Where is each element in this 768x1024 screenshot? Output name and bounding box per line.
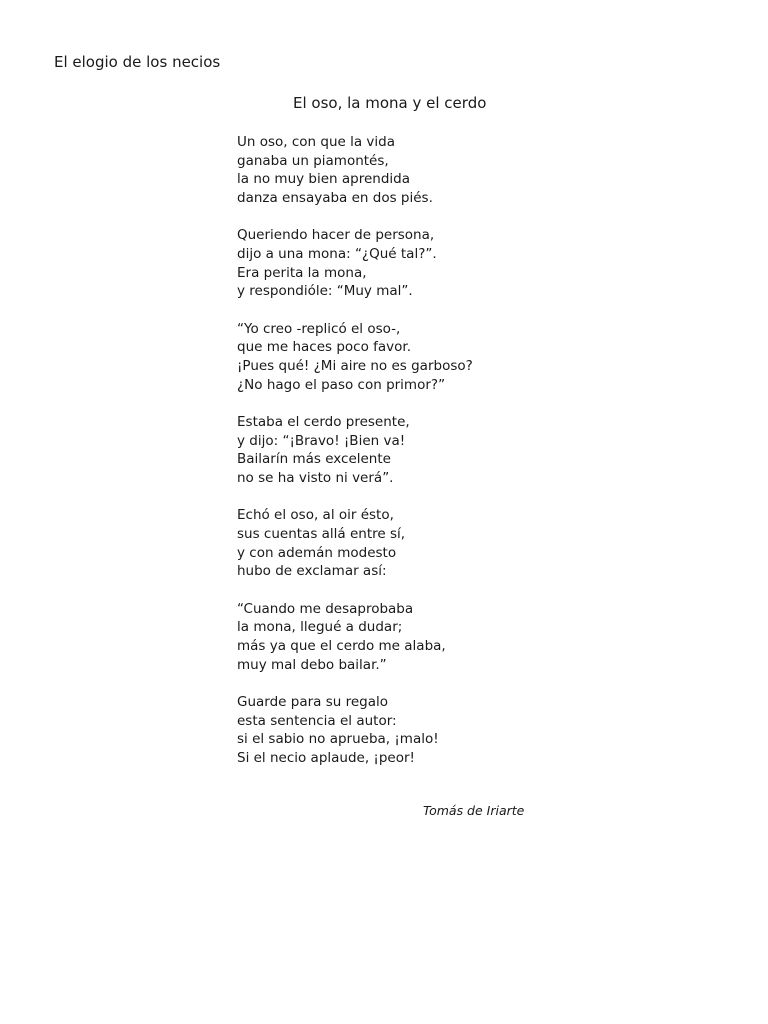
poem-line: Estaba el cerdo presente, [237,413,410,430]
poem-line: ¿No hago el paso con primor?” [237,376,446,393]
document-header: El elogio de los necios [54,53,221,71]
poem-line: la mona, llegué a dudar; [237,619,403,636]
poem-line: ganaba un piamontés, [237,152,389,169]
poem-line: esta sentencia el autor: [237,712,397,729]
poem-line: dijo a una mona: “¿Qué tal?”. [237,246,437,263]
poem-line: “Yo creo -replicó el oso-, [237,320,401,337]
poem-line: Bailarín más excelente [237,451,391,468]
stanza [237,693,657,768]
poem-line: Si el necio aplaude, ¡peor! [237,749,415,766]
poem-line: muy mal debo bailar.” [237,656,387,673]
poem-line: que me haces poco favor. [237,339,412,356]
poem-line: Queriendo hacer de persona, [237,227,435,244]
poem-line: no se ha visto ni verá”. [237,470,394,487]
stanza [237,320,657,395]
stanza [237,506,657,581]
poem-line: sus cuentas allá entre sí, [237,525,406,542]
poem-title: El oso, la mona y el cerdo [293,94,487,112]
poem-line: Echó el oso, al oir ésto, [237,507,394,524]
poem-body [237,133,657,786]
poem-line: y dijo: “¡Bravo! ¡Bien va! [237,432,406,449]
poem-line: danza ensayaba en dos piés. [237,190,433,207]
poem-line: Un oso, con que la vida [237,134,396,150]
poem-line: Era perita la mona, [237,264,367,281]
stanza [237,413,657,488]
poem-line: y con ademán modesto [237,544,397,561]
poem-line: “Cuando me desaprobaba [237,600,414,617]
poem-line: hubo de exclamar así: [237,563,387,580]
poem-line: ¡Pues qué! ¿Mi aire no es garboso? [237,358,473,375]
poem-line: si el sabio no aprueba, ¡malo! [237,731,439,748]
poem-line: Guarde para su regalo [237,693,389,710]
poem-line: la no muy bien aprendida [237,171,411,188]
stanza [237,226,657,301]
poem-author: Tomás de Iriarte [423,803,525,818]
stanza [237,133,657,208]
poem-line: más ya que el cerdo me alaba, [237,637,446,654]
poem-line: y respondióle: “Muy mal”. [237,283,413,300]
stanza [237,600,657,675]
